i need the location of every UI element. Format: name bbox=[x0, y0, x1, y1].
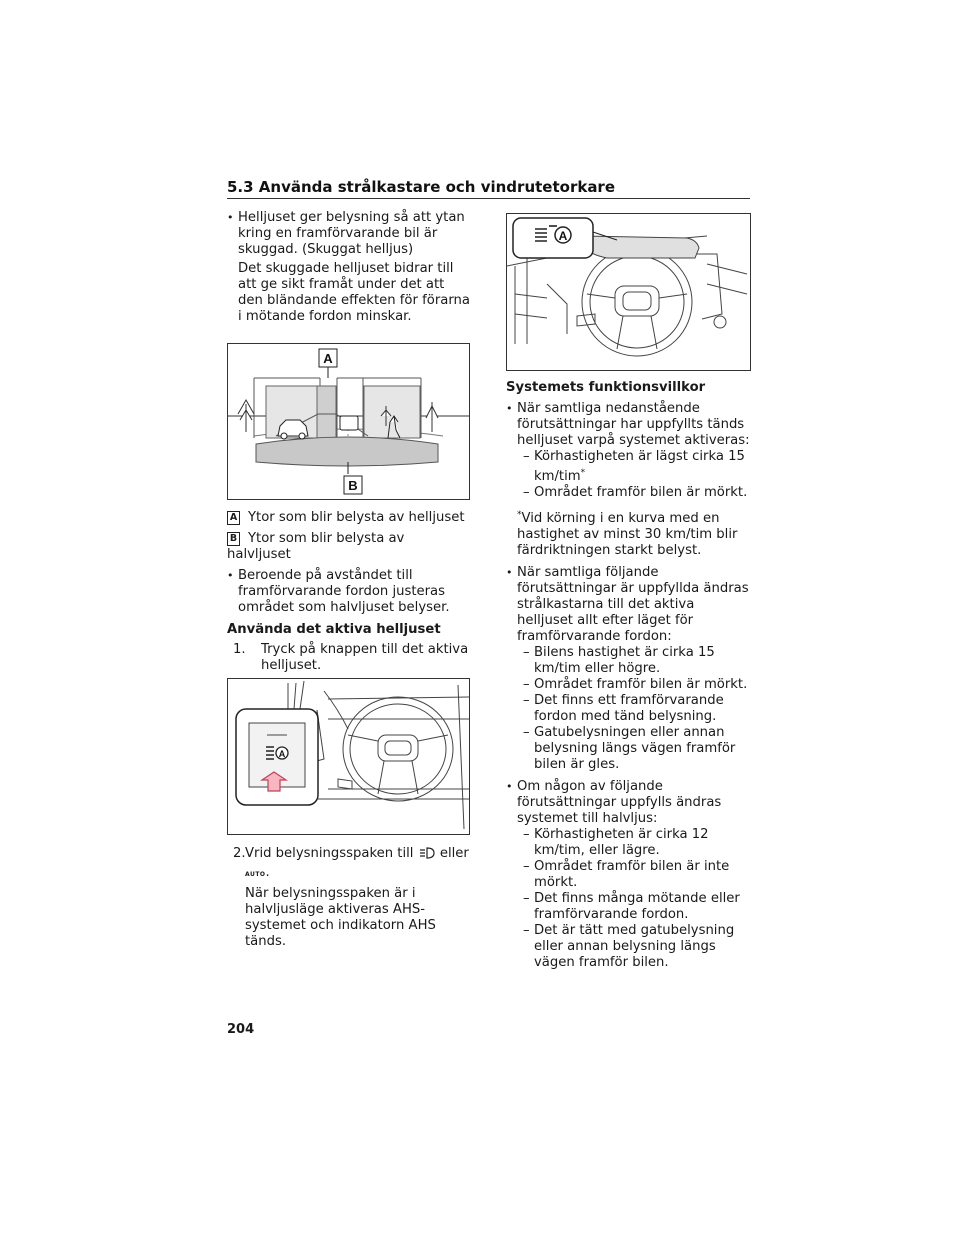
step-2-block bbox=[227, 846, 472, 950]
step-2-auto-line bbox=[227, 865, 472, 883]
step-2-or: eller bbox=[439, 846, 469, 861]
beam-areas-illustration bbox=[228, 344, 469, 499]
condition-activate-item bbox=[506, 449, 751, 485]
dash-mark: – bbox=[523, 645, 530, 660]
condition-switch-to-active: • När samtliga följande förutsättningar är uppfyllda ändras strålkastarna till det aktiva helljuset allt efter läget för framförvarande fordon: bbox=[506, 565, 751, 645]
subhead-using-active-high-beam: Använda det aktiva helljuset bbox=[227, 622, 441, 637]
dash-mark: – bbox=[523, 827, 530, 842]
figure-label-a: A bbox=[323, 351, 333, 366]
condition-item bbox=[506, 891, 751, 923]
legend-block bbox=[227, 510, 472, 674]
dashboard-button-illustration bbox=[228, 679, 469, 834]
legend-a-text: Ytor som blir belysta av helljuset bbox=[248, 510, 465, 525]
figure-label-b: B bbox=[348, 478, 358, 493]
step-1-text: Tryck på knappen till det aktiva helljuset. bbox=[261, 642, 469, 673]
condition-item-text: Bilens hastighet är cirka 15 km/tim eller högre. bbox=[534, 645, 715, 676]
figure-ahs-indicator bbox=[506, 213, 751, 371]
condition-item bbox=[506, 725, 751, 773]
dash-mark: – bbox=[523, 449, 530, 464]
step-2-continuation: När belysningsspaken är i halvljusläge aktiveras AHS-systemet och indikatorn AHS tänds. bbox=[245, 886, 436, 949]
condition-item-text: Det finns många mötande eller framförvarande fordon. bbox=[534, 891, 740, 922]
step-2-end: . bbox=[265, 865, 270, 880]
condition-item-text: Det finns ett framförvarande fordon med tänd belysning. bbox=[534, 693, 724, 724]
figure-beam-areas bbox=[227, 343, 470, 500]
condition-item bbox=[506, 645, 751, 677]
ahs-indicator-letter: A bbox=[558, 229, 568, 243]
section-title: 5.3 Använda strålkastare och vindrutetorkare bbox=[227, 178, 616, 196]
condition-item-text: Det är tätt med gatubelysning eller annan belysning längs vägen framför bilen. bbox=[534, 923, 735, 970]
bullet-shadowed-high-beam: • Helljuset ger belysning så att ytan kring en framförvarande bil är skuggad. (Skuggat helljus) bbox=[227, 210, 472, 258]
condition-activate-dark: Området framför bilen är mörkt. bbox=[534, 485, 748, 500]
step-1-number: 1. bbox=[233, 642, 246, 657]
condition-activate-speed: Körhastigheten är lägst cirka 15 km/tim bbox=[534, 449, 745, 484]
footnote-marker: * bbox=[580, 468, 586, 478]
dash-mark: – bbox=[523, 859, 530, 874]
condition-activate-item bbox=[506, 485, 751, 501]
condition-activate: • När samtliga nedanstående förutsättningar har uppfyllts tänds helljuset varpå systemet aktiveras: bbox=[506, 401, 751, 449]
header-divider bbox=[227, 198, 750, 199]
condition-item bbox=[506, 827, 751, 859]
dash-mark: – bbox=[523, 923, 530, 938]
legend-b bbox=[227, 531, 472, 563]
headlight-icon bbox=[418, 846, 436, 865]
dash-mark: – bbox=[523, 677, 530, 692]
dashboard-indicator-illustration bbox=[507, 214, 750, 370]
step-2-text: Vrid belysningsspaken till bbox=[245, 846, 414, 861]
ahs-button-letter: A bbox=[278, 749, 286, 759]
condition-item bbox=[506, 923, 751, 971]
bullet-low-beam-adjust: • Beroende på avståndet till framförvarande fordon justeras området som halvljuset belyser. bbox=[227, 568, 472, 616]
footnote-text: Vid körning i en kurva med en hastighet av minst 30 km/tim blir färdriktningen starkt belyst. bbox=[517, 511, 738, 558]
bullet-continuation: Det skuggade helljuset bidrar till att ge sikt framåt under det att den bländande effekten för förarna i mötande fordon minskar. bbox=[238, 261, 470, 324]
footnote bbox=[506, 507, 751, 559]
condition-item bbox=[506, 677, 751, 693]
condition-item-text: Körhastigheten är cirka 12 km/tim, eller lägre. bbox=[534, 827, 709, 858]
subhead-system-conditions: Systemets funktionsvillkor bbox=[506, 380, 706, 395]
footnote-marker: * bbox=[517, 510, 522, 520]
condition-item-text: Området framför bilen är mörkt. bbox=[534, 677, 748, 692]
legend-key-a: A bbox=[227, 511, 240, 525]
auto-icon: AUTO bbox=[245, 871, 266, 878]
condition-item bbox=[506, 859, 751, 891]
condition-item-text: Gatubelysningen eller annan belysning längs vägen framför bilen är gles. bbox=[534, 725, 736, 772]
condition-item bbox=[506, 693, 751, 725]
dash-mark: – bbox=[523, 891, 530, 906]
figure-ahs-button bbox=[227, 678, 470, 835]
condition-item-text: Området framför bilen är inte mörkt. bbox=[534, 859, 730, 890]
legend-b-text: Ytor som blir belysta av halvljuset bbox=[227, 531, 405, 562]
right-column bbox=[506, 380, 751, 971]
dash-mark: – bbox=[523, 693, 530, 708]
legend-key-b: B bbox=[227, 532, 240, 546]
step-1 bbox=[227, 642, 472, 674]
dash-mark: – bbox=[523, 725, 530, 740]
legend-a bbox=[227, 510, 472, 526]
page-number: 204 bbox=[227, 1022, 255, 1037]
left-column bbox=[227, 210, 472, 325]
step-2-number: 2. bbox=[233, 846, 246, 861]
condition-switch-to-low: • Om någon av följande förutsättningar uppfylls ändras systemet till halvljus: bbox=[506, 779, 751, 827]
dash-mark: – bbox=[523, 485, 530, 500]
step-2 bbox=[227, 846, 472, 865]
